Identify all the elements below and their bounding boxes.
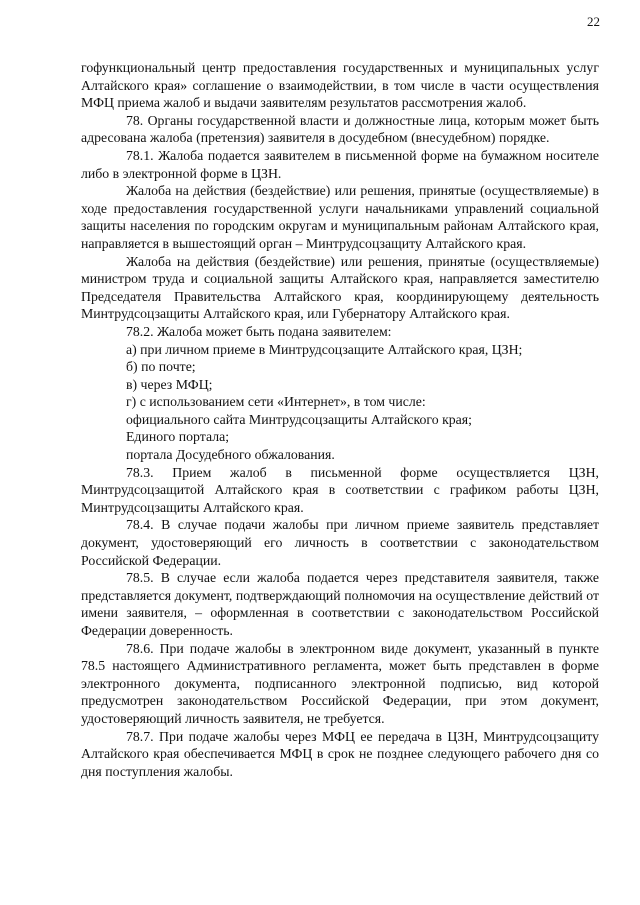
paragraph: 78.7. При подаче жалобы через МФЦ ее передача в ЦЗН, Минтрудсоцзащиту Алтайского края обеспечивается МФЦ в срок не позднее следующего рабочего дня со дня поступления жалобы. bbox=[81, 728, 599, 779]
paragraph: 78.6. При подаче жалобы в электронном виде документ, указанный в пункте 78.5 настоящего Административного регламента, может быть представлен в форме электронного документа, подписанного электронной подписью, вид которой предусмотрен законодательством Российской Федерации, при этом документ, удостоверяющий личность заявителя, не требуется. bbox=[81, 640, 599, 726]
paragraph: 78. Органы государственной власти и должностные лица, которым может быть адресована жалоба (претензия) заявителя в досудебном (внесудебном) порядке. bbox=[81, 112, 599, 146]
paragraph: б) по почте; bbox=[126, 359, 196, 375]
paragraph: 78.3. Прием жалоб в письменной форме осуществляется ЦЗН, Минтрудсоцзащитой Алтайского края в соответствии с графиком работы ЦЗН, Минтрудсоцзащиты Алтайского края. bbox=[81, 464, 599, 515]
paragraph: гофункциональный центр предоставления государственных и муниципальных услуг Алтайского края» соглашение о взаимодействии, в том числе в части осуществления МФЦ приема жалоб и выдачи заявителям результатов рассмотрения жалоб. bbox=[81, 60, 599, 111]
paragraph: в) через МФЦ; bbox=[126, 376, 213, 392]
paragraph: 78.1. Жалоба подается заявителем в письменной форме на бумажном носителе либо в электронной форме в ЦЗН. bbox=[81, 147, 599, 181]
paragraph: Жалоба на действия (бездействие) или решения, принятые (осуществляемые) в ходе предоставления государственной услуги начальниками управлений социальной защиты населения по городским округам и муниципальным районам Алтайского края, направляется в вышестоящий орган – Минтрудсоцзащиту Алтайского края. bbox=[81, 183, 599, 251]
page-number: 22 bbox=[587, 14, 600, 29]
body-text bbox=[81, 59, 599, 780]
paragraph: 78.5. В случае если жалоба подается через представителя заявителя, также представляется документ, подтверждающий полномочия на осуществление действий от имени заявителя, – оформленная в соответствии с законодательством Российской Федерации доверенность. bbox=[81, 570, 599, 638]
paragraph: г) с использованием сети «Интернет», в том числе: bbox=[126, 394, 426, 410]
paragraph: Жалоба на действия (бездействие) или решения, принятые (осуществляемые) министром труда и социальной защиты Алтайского края, направляется заместителю Председателя Правительства Алтайского края, координирующему деятельность Минтрудсоцзащиты Алтайского края, или Губернатору Алтайского края. bbox=[81, 253, 599, 322]
paragraph: 78.2. Жалоба может быть подана заявителем: bbox=[126, 323, 392, 339]
paragraph: Единого портала; bbox=[126, 429, 230, 445]
paragraph: официального сайта Минтрудсоцзащиты Алтайского края; bbox=[126, 411, 472, 427]
paragraph: а) при личном приеме в Минтрудсоцзащите Алтайского края, ЦЗН; bbox=[126, 341, 523, 357]
paragraph: портала Досудебного обжалования. bbox=[126, 447, 335, 463]
paragraph: 78.4. В случае подачи жалобы при личном приеме заявитель представляет документ, удостоверяющий его личность в соответствии с законодательством Российской Федерации. bbox=[81, 517, 599, 568]
